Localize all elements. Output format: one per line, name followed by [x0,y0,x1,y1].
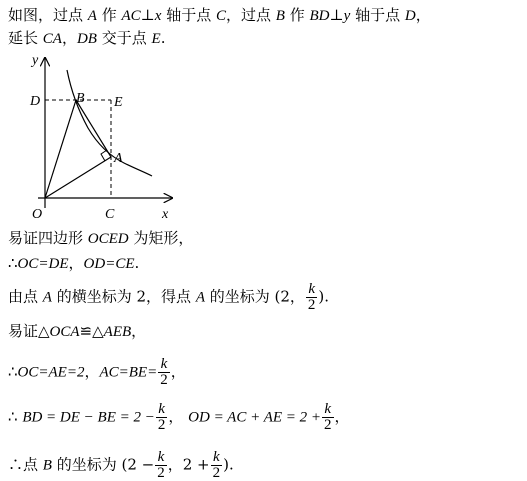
text: 的横坐标为 2，得点 [51,287,196,306]
equation: AC=BE= [99,364,158,381]
point-a: A [87,8,97,24]
solution-line-5 [8,357,186,388]
text: 作 [96,6,122,24]
numerator: k [213,449,220,465]
segment-ca: CA [42,31,62,47]
text: . [134,254,140,272]
fraction-k-over-2 [322,402,334,433]
problem-line-2 [8,29,165,48]
text: 的坐标为 (2， [204,287,305,306]
point-d: D [404,8,416,24]
fraction-k-over-2 [156,402,168,433]
therefore-symbol: ∴ [8,407,23,426]
label-x: x [162,207,169,222]
denominator: 2 [324,417,332,433]
perpendicular-symbol: ⊥ [329,6,344,24]
fraction-k-over-2 [211,450,223,481]
text: ， [84,362,100,381]
text: 易证△ [8,322,50,340]
segment-ba [76,100,111,157]
label-e: E [114,95,123,110]
point-a: A [42,289,52,306]
text: 为矩形， [128,229,194,247]
text: ，过点 [226,6,276,24]
text: 轴于点 [350,6,405,24]
point-e: E [151,31,161,47]
numerator: k [308,281,315,297]
text: 由点 [8,287,43,306]
text: ，2 + [167,455,210,474]
text: . [160,29,166,47]
text: ). [223,455,234,474]
text: 如图，过点 [8,6,88,24]
fraction-k-over-2 [306,282,318,313]
label-b: B [76,91,85,106]
denominator: 2 [157,417,166,433]
y-axis-name: y [343,8,351,24]
point-c: C [216,8,227,24]
text: ， [170,362,186,381]
text: ， [61,29,77,47]
text: ， [131,322,147,340]
segment-oa [45,157,111,198]
equation: OC=DE [17,256,69,272]
numerator: k [324,401,332,417]
equation-od: OD = AC + AE = 2 + [188,409,322,426]
text: 交于点 [96,29,152,47]
label-c: C [105,207,115,222]
perpendicular-symbol: ⊥ [140,6,155,24]
label-a: A [114,151,123,166]
solution-line-2 [8,254,139,273]
denominator: 2 [160,372,168,388]
numerator: k [160,356,168,372]
triangle-symbol: △ [92,322,104,340]
fraction-k-over-2 [155,450,167,481]
segment-bd: BD [309,8,330,24]
therefore-symbol: ∴ [8,362,18,381]
equation: OD=CE [83,256,135,272]
point-a: A [195,289,205,306]
label-y: y [32,53,39,68]
problem-line-1 [8,6,431,25]
solution-line-4 [8,322,146,341]
numerator: k [157,449,165,465]
text: ， [334,407,350,426]
congruent-symbol: ≌ [79,322,93,340]
triangle-oca: OCA [49,324,80,340]
equation-bd: BD = DE − BE = 2 − [22,409,155,426]
point-b: B [42,457,52,474]
text: ， [68,254,84,272]
solution-line-7 [8,450,234,481]
x-axis-name: x [154,8,162,24]
solution-line-3 [8,282,329,313]
segment-db: DB [76,31,97,47]
text: 轴于点 [161,6,216,24]
text: 作 [284,6,310,24]
triangle-aeb: AEB [103,324,132,340]
equation: OC=AE=2 [17,364,85,381]
quad-oced: OCED [87,231,129,247]
denominator: 2 [212,465,221,481]
text: 延长 [8,29,43,47]
solution-line-1 [8,229,193,248]
solution-line-6 [8,402,350,433]
segment-ac: AC [121,8,141,24]
label-o: O [32,207,43,222]
denominator: 2 [157,465,165,481]
text: 的坐标为 (2 − [51,455,155,474]
numerator: k [158,401,165,417]
text: 易证四边形 [8,229,88,247]
geometry-figure [28,50,188,226]
point-b: B [275,8,285,24]
fraction-k-over-2 [158,357,170,388]
hyperbola-curve [67,70,152,176]
denominator: 2 [307,297,316,313]
therefore-symbol: ∴ [8,254,18,272]
text: ， [415,6,431,24]
text: ∴点 [8,455,43,474]
label-d: D [30,94,41,109]
text: ， [168,407,189,426]
text: ). [318,287,330,306]
segment-ob [45,100,76,198]
